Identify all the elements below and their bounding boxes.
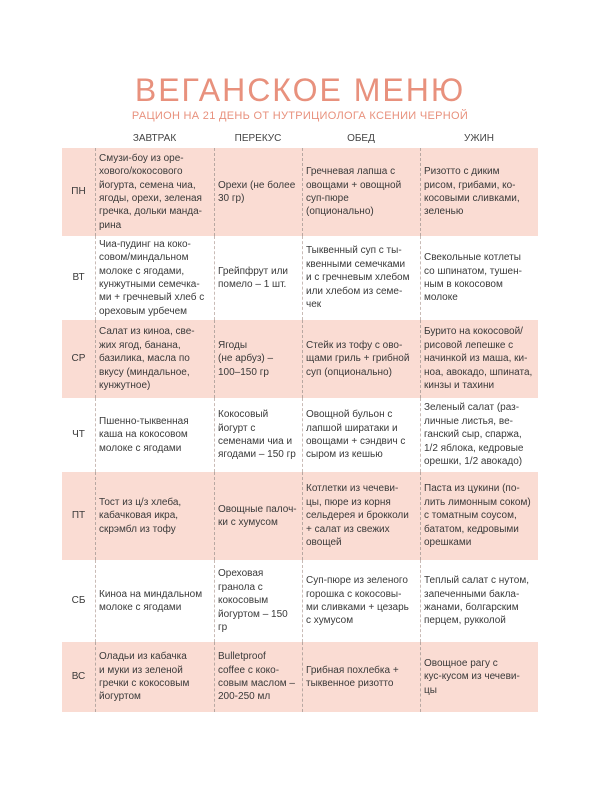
breakfast-cell: Чиа-пудинг на коко- совом/миндальном молоке с ягодами, кунжутными семечка- ми + гречневый хлеб с ореховым урбечем — [95, 236, 214, 320]
table-row-wed — [62, 320, 538, 398]
dinner-cell: Паста из цукини (по- лить лимонным соком) с томатным соусом, бататом, кедровыми орешками — [420, 472, 538, 560]
lunch-cell: Тыквенный суп с ты- квенными семечками и с гречневым хлебом или хлебом из семе- чек — [302, 236, 420, 320]
dinner-cell: Теплый салат с нутом, запеченными бакла- жанами, болгарским перцем, рукколой — [420, 560, 538, 642]
day-label: СБ — [71, 595, 86, 607]
day-label: ПТ — [71, 510, 86, 522]
menu-table — [62, 148, 538, 712]
breakfast-cell: Тост из ц/з хлеба, кабачковая икра, скрэмбл из тофу — [95, 472, 214, 560]
lunch-cell: Грибная похлебка + тыквенное ризотто — [302, 642, 420, 712]
snack-cell: Грейпфрут или помело – 1 шт. — [214, 236, 302, 320]
breakfast-cell: Салат из киноа, све- жих ягод, банана, базилика, масла по вкусу (миндальное, кунжутное) — [95, 320, 214, 398]
breakfast-cell: Пшенно-тыквенная каша на кокосовом молоке с ягодами — [95, 398, 214, 472]
lunch-cell: Овощной бульон с лапшой ширатаки и овощами + сэндвич с сыром из кешью — [302, 398, 420, 472]
table-row-fri — [62, 472, 538, 560]
day-label: СР — [71, 353, 86, 365]
day-label: ВС — [71, 671, 86, 683]
snack-cell: Орехи (не более 30 гр) — [214, 148, 302, 236]
breakfast-cell: Оладьи из кабачка и муки из зеленой гречки с кокосовым йогуртом — [95, 642, 214, 712]
header-day — [62, 128, 95, 148]
snack-cell: Кокосовый йогурт с семенами чиа и ягодами – 150 гр — [214, 398, 302, 472]
day-label: ПН — [71, 186, 86, 198]
breakfast-cell: Смузи-боу из оре- хового/кокосового йогурта, семена чиа, ягоды, орехи, зеленая гречка, дольки манда- рина — [95, 148, 214, 236]
table-header — [62, 128, 538, 148]
lunch-cell: Суп-пюре из зеленого горошка с кокосовы- ми сливками + цезарь с хумусом — [302, 560, 420, 642]
breakfast-cell: Киноа на миндальном молоке с ягодами — [95, 560, 214, 642]
snack-cell: Ореховая гранола с кокосовым йогуртом – 150 гр — [214, 560, 302, 642]
page-title: ВЕГАНСКОЕ МЕНЮ — [134, 72, 466, 108]
header-snack: ПЕРЕКУС — [234, 132, 282, 144]
snack-cell: Ягоды (не арбуз) – 100–150 гр — [214, 320, 302, 398]
day-label: ВТ — [72, 272, 85, 284]
header-dinner: УЖИН — [464, 132, 494, 144]
dinner-cell: Зеленый салат (раз- личные листья, ве- ганский сыр, спаржа, 1/2 яблока, кедровые орешки, 1/2 авокадо) — [420, 398, 538, 472]
dinner-cell: Бурито на кокосовой/ рисовой лепешке с начинкой из маша, ки- ноа, авокадо, шпината, кинзы и тахини — [420, 320, 538, 398]
table-row-tue — [62, 236, 538, 320]
lunch-cell: Котлетки из чечеви- цы, пюре из корня сельдерея и брокколи + салат из свежих овощей — [302, 472, 420, 560]
table-row-thu — [62, 398, 538, 472]
header-breakfast: ЗАВТРАК — [132, 132, 177, 144]
dinner-cell: Ризотто с диким рисом, грибами, ко- косовыми сливками, зеленью — [420, 148, 538, 236]
snack-cell: Bulletproof coffee с коко- совым маслом – 200-250 мл — [214, 642, 302, 712]
dinner-cell: Овощное рагу с кус-кусом из чечеви- цы — [420, 642, 538, 712]
day-label: ЧТ — [72, 429, 85, 441]
page-subtitle: РАЦИОН НА 21 ДЕНЬ ОТ НУТРИЦИОЛОГА КСЕНИИ ЧЕРНОЙ — [131, 110, 469, 122]
lunch-cell: Стейк из тофу с ово- щами гриль + грибной суп (опционально) — [302, 320, 420, 398]
header-lunch: ОБЕД — [347, 132, 375, 144]
dinner-cell: Свекольные котлеты со шпинатом, тушен- ным в кокосовом молоке — [420, 236, 538, 320]
table-row-mon — [62, 148, 538, 236]
lunch-cell: Гречневая лапша с овощами + овощной суп-пюре (опционально) — [302, 148, 420, 236]
table-row-sat — [62, 560, 538, 642]
table-row-sun — [62, 642, 538, 712]
snack-cell: Овощные палоч- ки с хумусом — [214, 472, 302, 560]
